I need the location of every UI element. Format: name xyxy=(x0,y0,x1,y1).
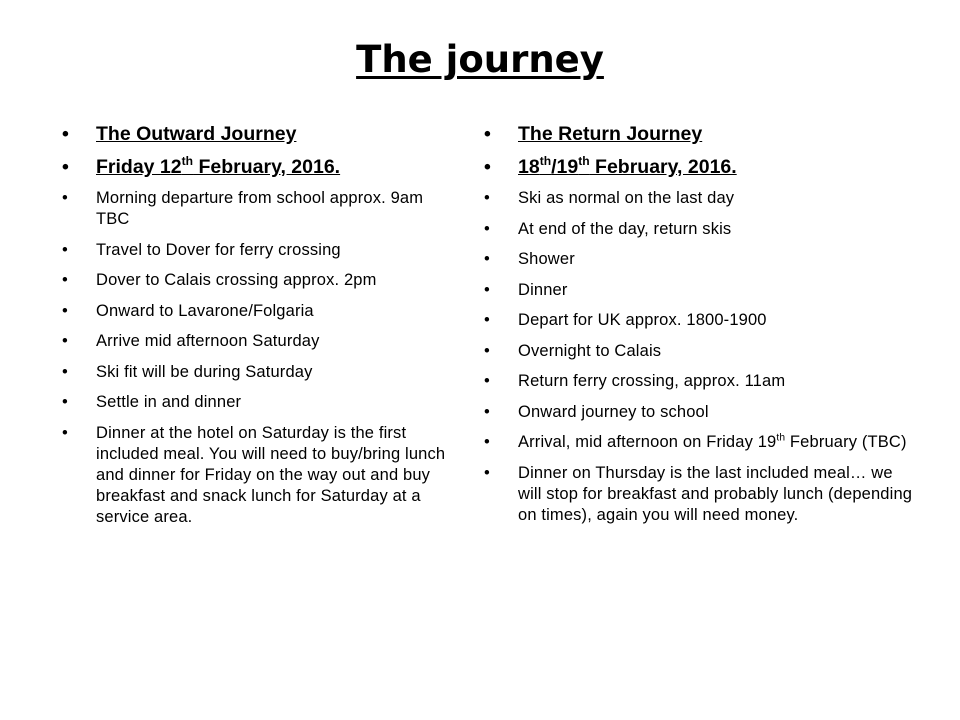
list-item: • Settle in and dinner xyxy=(62,392,460,413)
arrival-ordinal: th xyxy=(776,432,786,444)
list-item: • Overnight to Calais xyxy=(484,341,914,362)
arrival-text: Arrival, mid afternoon on Friday 19 xyxy=(518,433,777,451)
date-day: Friday 12 xyxy=(96,156,182,178)
arrival-item xyxy=(484,432,914,453)
list-item: • Onward journey to school xyxy=(484,402,914,423)
list-item: • Dinner on Thursday is the last included meal… we will stop for breakfast and probably lunch (depending on times), again you will need money. xyxy=(484,463,914,526)
return-journey-date xyxy=(484,155,914,179)
list-item: • Onward to Lavarone/Folgaria xyxy=(62,301,460,322)
list-item: • At end of the day, return skis xyxy=(484,219,914,240)
list-item: • Travel to Dover for ferry crossing xyxy=(62,240,460,261)
return-journey-column xyxy=(484,122,914,535)
return-journey-heading: • The Return Journey xyxy=(484,122,914,146)
date-month-year: February, 2016. xyxy=(589,156,737,178)
list-item: • Dinner at the hotel on Saturday is the first included meal. You will need to buy/bring lunch and dinner for Friday on the way out and buy breakfast and snack lunch for Saturday at a service area. xyxy=(62,423,460,528)
list-item: • Ski fit will be during Saturday xyxy=(62,362,460,383)
date-month-year: February, 2016. xyxy=(193,156,341,178)
list-item: • Arrive mid afternoon Saturday xyxy=(62,331,460,352)
list-item: • Ski as normal on the last day xyxy=(484,188,914,209)
list-item: • Return ferry crossing, approx. 11am xyxy=(484,371,914,392)
date-ordinal: th xyxy=(578,154,590,169)
return-journey-list xyxy=(484,122,914,526)
outward-journey-list xyxy=(62,122,460,528)
list-item: • Morning departure from school approx. 9am TBC xyxy=(62,188,460,230)
date-ordinal: th xyxy=(539,154,552,169)
date-ordinal: th xyxy=(181,154,194,169)
outward-journey-column xyxy=(62,122,460,537)
arrival-text-end: February (TBC) xyxy=(785,433,907,451)
list-item: • Depart for UK approx. 1800-1900 xyxy=(484,310,914,331)
list-item: • Dover to Calais crossing approx. 2pm xyxy=(62,270,460,291)
list-item: • Shower xyxy=(484,249,914,270)
date-day-start: 18 xyxy=(518,156,540,178)
page-title: The journey xyxy=(356,38,604,81)
outward-journey-heading: • The Outward Journey xyxy=(62,122,460,146)
outward-journey-date xyxy=(62,155,460,179)
date-day-end: /19 xyxy=(551,156,579,178)
list-item: • Dinner xyxy=(484,280,914,301)
